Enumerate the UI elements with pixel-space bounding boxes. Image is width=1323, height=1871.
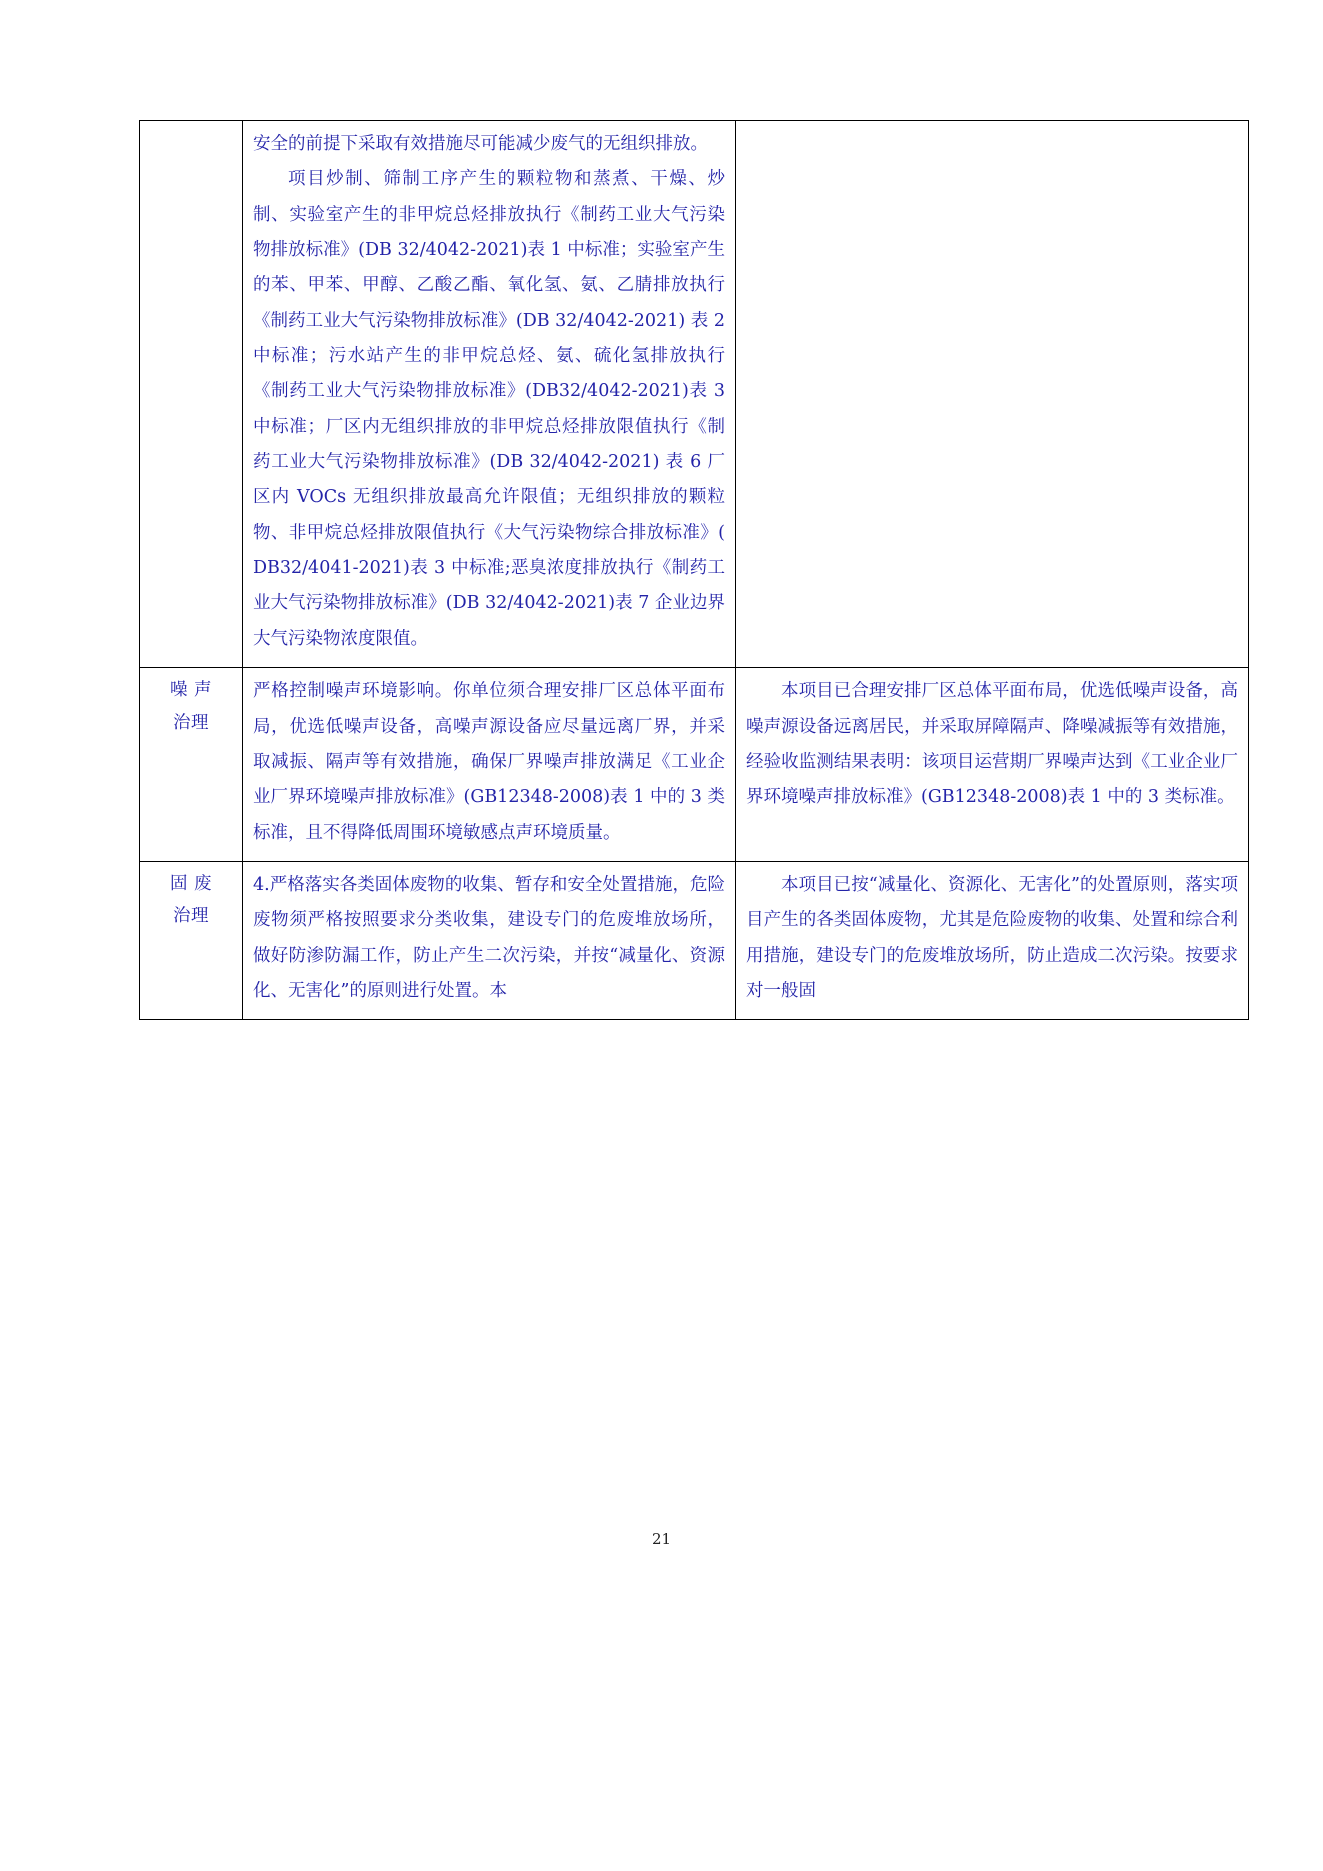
paragraph: 严格控制噪声环境影响。你单位须合理安排厂区总体平面布局，优选低噪声设备，高噪声源设备应尽量远离厂界，并采取减振、隔声等有效措施，确保厂界噪声排放满足《工业企业厂界环境噪声排放标准》(GB12348-2008)表 1 中的 3 类标准，且不得降低周围环境敏感点声环境质量。 xyxy=(253,681,725,843)
table-row xyxy=(140,668,1249,862)
row-implementation-cell-0 xyxy=(736,121,1249,668)
row-implementation-cell-solid-waste xyxy=(736,861,1249,1019)
row-label-cell-0 xyxy=(140,121,243,668)
page-number: 21 xyxy=(651,1530,672,1548)
paragraph: 本项目已按“减量化、资源化、无害化”的处置原则，落实项目产生的各类固体废物，尤其是危险废物的收集、处置和综合利用措施，建设专门的危废堆放场所，防止造成二次污染。按要求对一般固 xyxy=(746,874,1238,1001)
row-label-line: 治理 xyxy=(173,906,209,927)
row-implementation-cell-noise xyxy=(736,668,1249,862)
row-label-line: 噪 声 xyxy=(169,680,213,701)
table-row xyxy=(140,861,1249,1019)
row-requirement-cell-noise xyxy=(243,668,736,862)
environmental-measures-table xyxy=(139,120,1249,1020)
table-row xyxy=(140,121,1249,668)
paragraph: 安全的前提下采取有效措施尽可能减少废气的无组织排放。 xyxy=(253,134,708,154)
row-label-cell-noise xyxy=(140,668,243,862)
row-label-line: 治理 xyxy=(173,712,209,733)
paragraph: 本项目已合理安排厂区总体平面布局，优选低噪声设备，高噪声源设备远离居民，并采取屏障隔声、降噪减振等有效措施，经验收监测结果表明：该项目运营期厂界噪声达到《工业企业厂界环境噪声排放标准》(GB12348-2008)表 1 中的 3 类标准。 xyxy=(746,681,1238,808)
row-requirement-cell-solid-waste xyxy=(243,861,736,1019)
row-label-line: 固 废 xyxy=(169,873,213,894)
paragraph: 4.严格落实各类固体废物的收集、暂存和安全处置措施，危险废物须严格按照要求分类收集，建设专门的危废堆放场所，做好防渗防漏工作，防止产生二次污染，并按“减量化、资源化、无害化”的原则进行处置。本 xyxy=(253,874,725,1001)
paragraph: 项目炒制、筛制工序产生的颗粒物和蒸煮、干燥、炒制、实验室产生的非甲烷总烃排放执行《制药工业大气污染物排放标准》(DB 32/4042-2021)表 1 中标准；实验室产生的苯、甲苯、甲醇、乙酸乙酯、氧化氢、氨、乙腈排放执行《制药工业大气污染物排放标准》(DB 32/4042-2021) 表 2 中标准；污水站产生的非甲烷总烃、氨、硫化氢排放执行《制药工业大气污染物排放标准》(DB32/4042-2021)表 3 中标准；厂区内无组织排放的非甲烷总烃排放限值执行《制药工业大气污染物排放标准》(DB 32/4042-2021) 表 6 厂区内 VOCs 无组织排放最高允许限值；无组织排放的颗粒物、非甲烷总烃排放限值执行《大气污染物综合排放标准》( DB32/4041-2021)表 3 中标准;恶臭浓度排放执行《制药工业大气污染物排放标准》(DB 32/4042-2021)表 7 企业边界大气污染物浓度限值。 xyxy=(253,169,725,649)
row-requirement-cell-0 xyxy=(243,121,736,668)
row-label-cell-solid-waste xyxy=(140,861,243,1019)
